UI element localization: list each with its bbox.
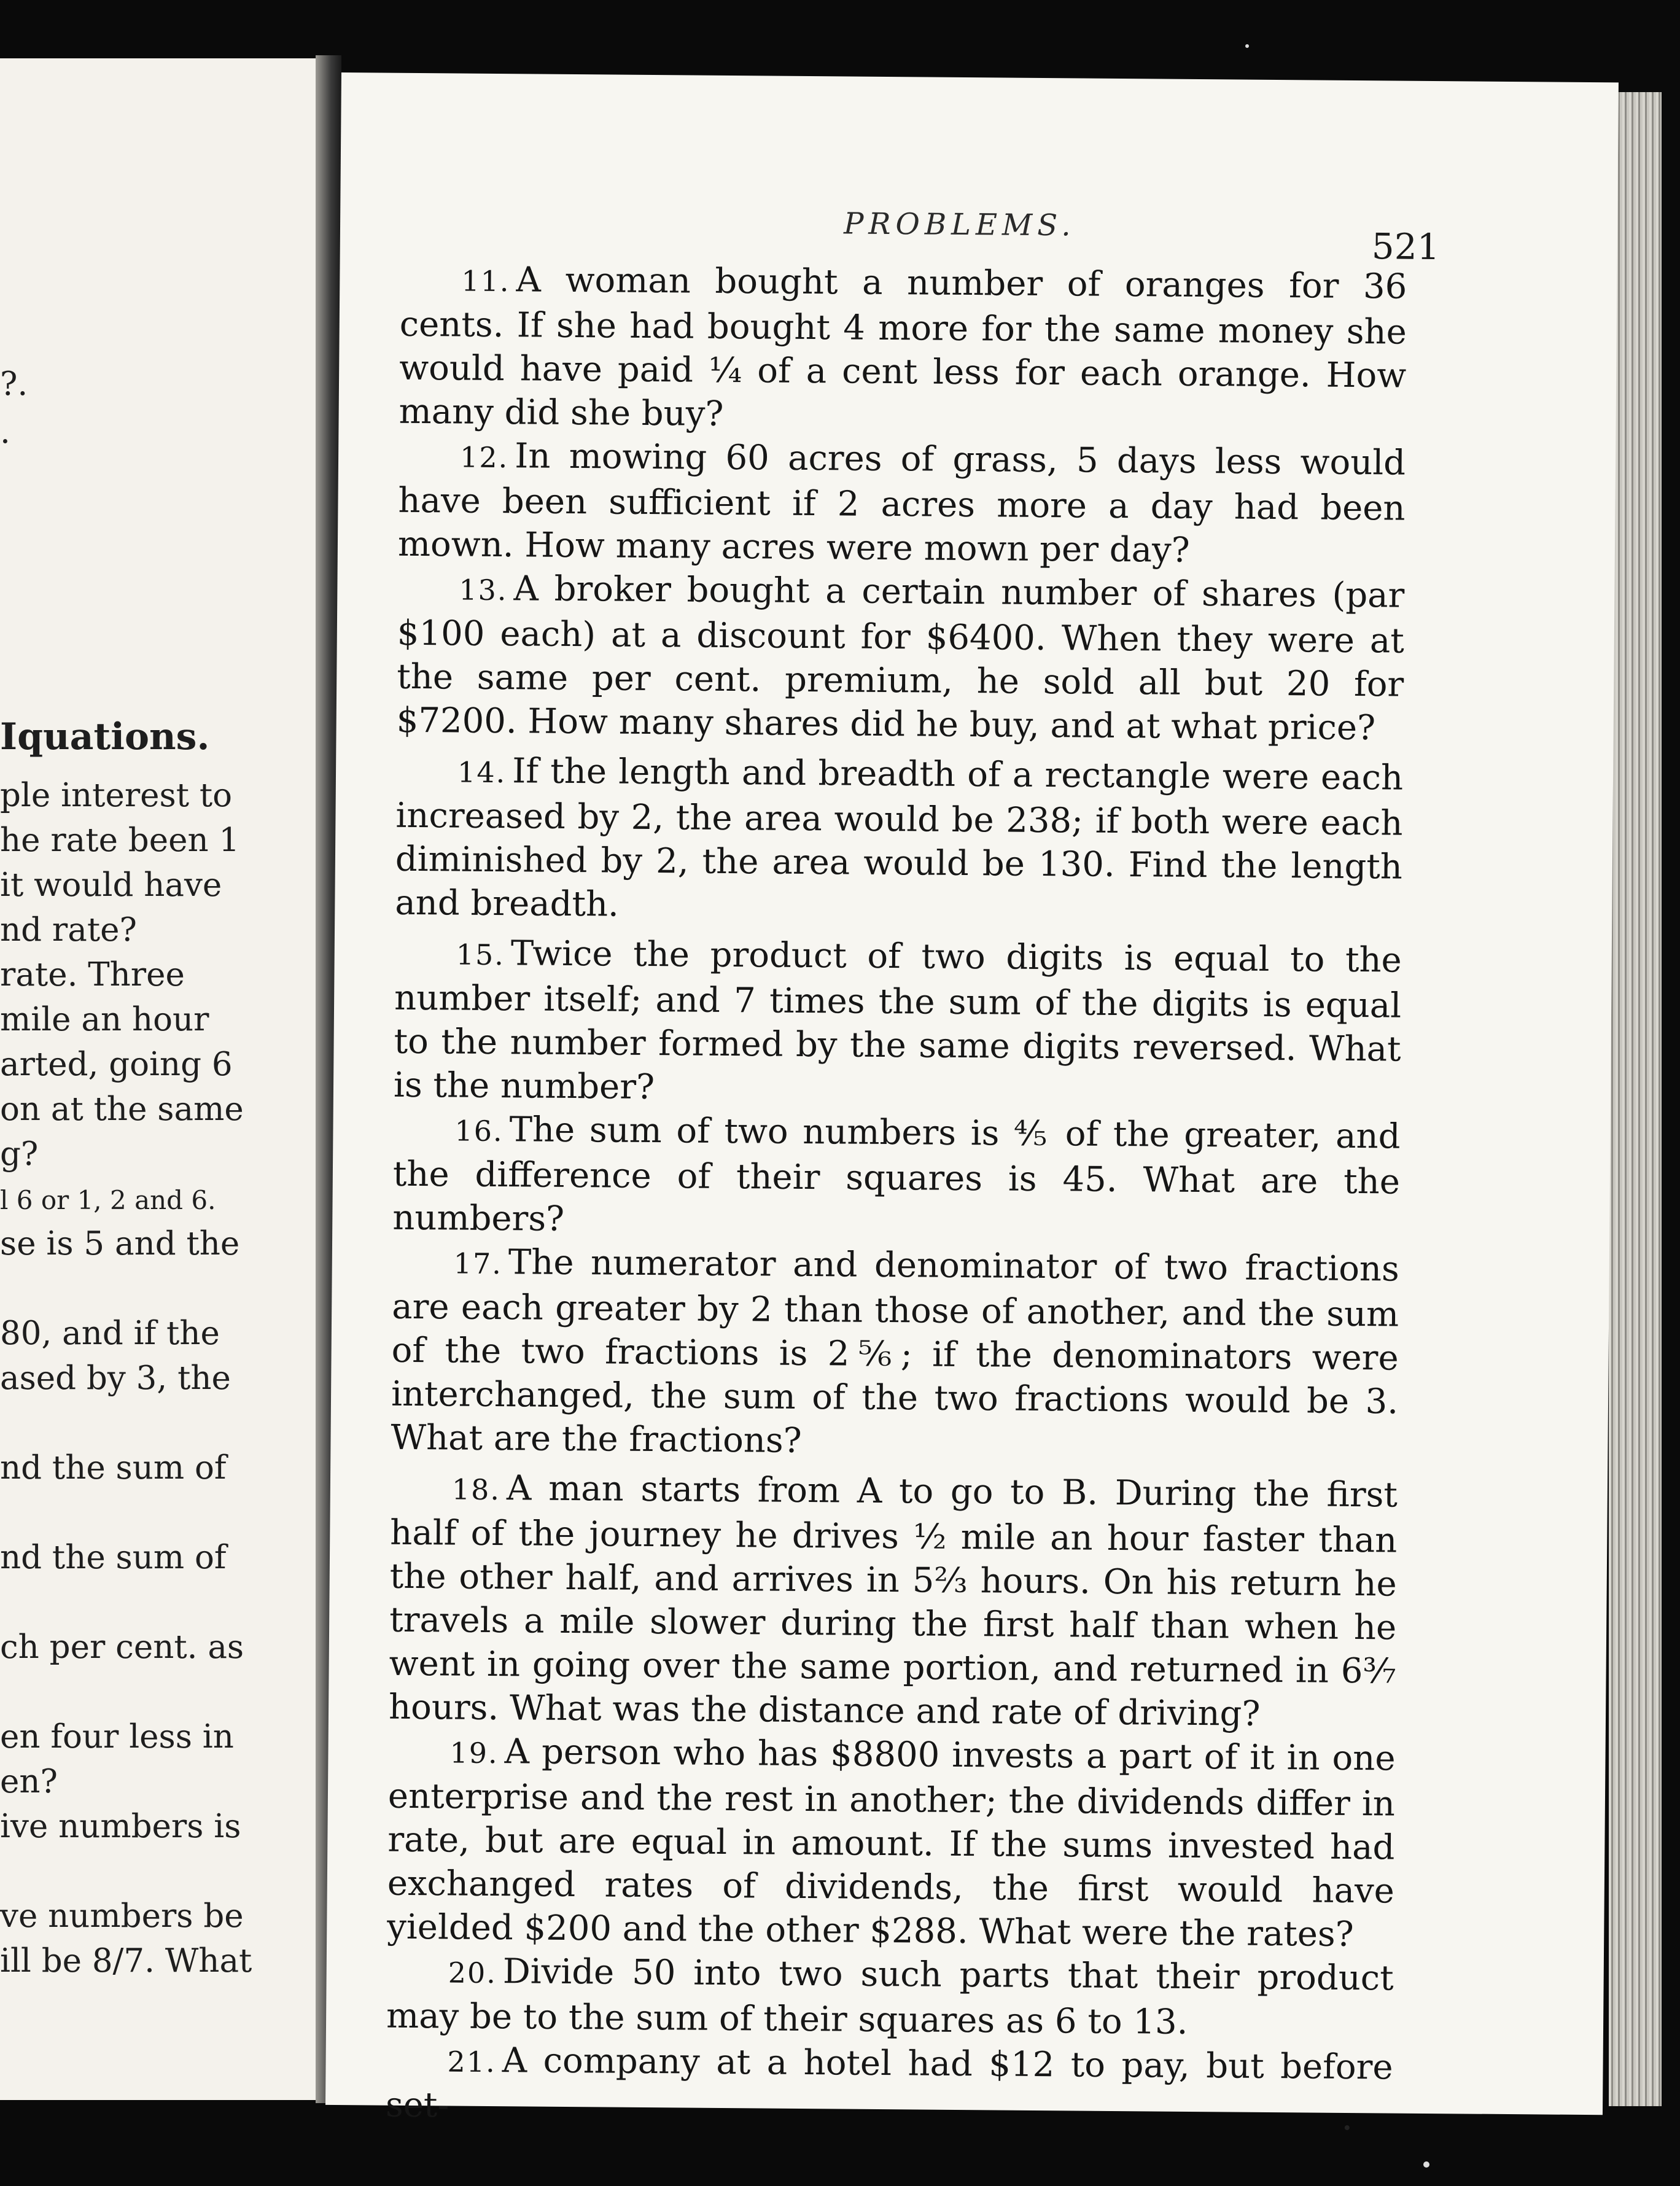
problem-text: A broker bought a certain number of shares (par $100 each) at a discount for $6400. When they were at the same per cent. premium, he sold all but 20 for $7200. How many shares did he buy, and at what price? [396, 569, 1405, 749]
left-line: nd the sum of [0, 1449, 227, 1487]
ink-speck [1345, 2125, 1350, 2130]
problem-number: 13. [459, 573, 508, 607]
problem-item [386, 1949, 1394, 2046]
left-line: l 6 or 1, 2 and 6. [0, 1185, 216, 1215]
left-line: mile an hour [0, 1001, 209, 1038]
problem-item [387, 1729, 1396, 1957]
left-line: ased by 3, the [0, 1359, 231, 1397]
left-line: 80, and if the [0, 1315, 220, 1352]
left-line: ch per cent. as [0, 1628, 244, 1666]
left-line: he rate been 1 [0, 822, 240, 859]
problem-number: 18. [451, 1472, 501, 1507]
dust-speck [1245, 44, 1249, 48]
problem-item [395, 749, 1403, 933]
problems-list [386, 257, 1407, 2135]
problem-text: If the length and breadth of a rectangle were each increased by 2, the area would be 238; if both were each diminished by 2, the area would be 130. Find the length and breadth. [395, 751, 1404, 925]
left-line: en? [0, 1763, 58, 1800]
problem-number: 16. [454, 1114, 504, 1148]
left-line: ple interest to [0, 777, 233, 814]
left-line: rate. Three [0, 956, 185, 994]
problem-number: 11. [461, 264, 510, 298]
left-page [0, 58, 323, 2100]
problem-number: 14. [457, 755, 507, 790]
left-line: on at the same [0, 1091, 244, 1128]
problem-item [399, 257, 1407, 441]
dust-speck [1423, 2161, 1429, 2168]
left-line: nd rate? [0, 911, 137, 949]
problem-item [391, 1240, 1399, 1468]
problem-text: A man starts from A to go to B. During the first half of the journey he drives ½ mile an hour faster than the other half, and arrives in 5⅔ hours. On his return he travels a mile slower during the first half than when he went in going over the same portion, and returned in 6³⁄₇ hours. What was the distance and rate of driving? [388, 1468, 1398, 1734]
left-line: ?. [0, 365, 28, 403]
problem-number: 12. [459, 440, 509, 475]
page-edges [1609, 92, 1662, 2106]
problem-number: 15. [456, 938, 505, 972]
left-line: it would have [0, 866, 222, 904]
problem-text: The sum of two numbers is ⅘ of the greater, and the difference of their squares is 45. What are the numbers? [392, 1110, 1401, 1239]
left-line: ve numbers be [0, 1897, 244, 1935]
problem-item [392, 1107, 1401, 1248]
problem-text: In mowing 60 acres of grass, 5 days less would have been sufficient if 2 acres more a day had been mown. How many acres were mown per day? [397, 436, 1406, 570]
problem-number: 21. [447, 2045, 496, 2079]
problem-number: 17. [453, 1247, 503, 1281]
problem-item [398, 434, 1406, 574]
problem-item [396, 566, 1404, 750]
page-number: 521 [1371, 225, 1440, 268]
left-line: ive numbers is [0, 1808, 241, 1845]
problem-text: Twice the product of two digits is equal to the number itself; and 7 times the sum of the digits is equal to the number formed by the same digits reversed. What is the number? [393, 933, 1402, 1108]
problem-item [389, 1466, 1398, 1737]
left-line: arted, going 6 [0, 1046, 233, 1083]
problem-text: The numerator and denominator of two fractions are each greater by 2 than those of another, and the sum of the two fractions is 2⅚; if the denominators were interchanged, the sum of the two fractions would be 3. What are the fractions? [391, 1242, 1400, 1461]
left-line: . [0, 413, 10, 451]
left-line: g? [0, 1135, 39, 1173]
left-line: nd the sum of [0, 1539, 227, 1576]
right-page [325, 72, 1619, 2126]
left-line: en four less in [0, 1718, 234, 1756]
left-line: se is 5 and the [0, 1225, 240, 1262]
left-page-text [0, 58, 319, 1980]
problem-text: A person who has $8800 invests a part of it in one enterprise and the rest in another; the dividends differ in rate, but are equal in amount. If the sums invested had exchanged rates of dividends, the first would have yielded $200 and the other $288. What were the rates? [387, 1732, 1396, 1955]
problem-item [386, 2038, 1393, 2135]
problem-number: 19. [449, 1736, 499, 1770]
left-line: ill be 8/7. What [0, 1942, 252, 1980]
running-head: PROBLEMS. [843, 206, 1076, 243]
problem-text: Divide 50 into two such parts that their product may be to the sum of their squares as 6 to 13. [386, 1951, 1394, 2042]
problem-number: 20. [448, 1956, 497, 1990]
left-heading: Iquations. [0, 715, 210, 758]
problem-item [394, 931, 1402, 1115]
problem-text: A woman bought a number of oranges for 36 cents. If she had bought 4 more for the same money she would have paid ¼ of a cent less for each orange. How many did she buy? [399, 260, 1407, 434]
problem-text: A company at a hotel had $12 to pay, but before set- [385, 2040, 1393, 2126]
